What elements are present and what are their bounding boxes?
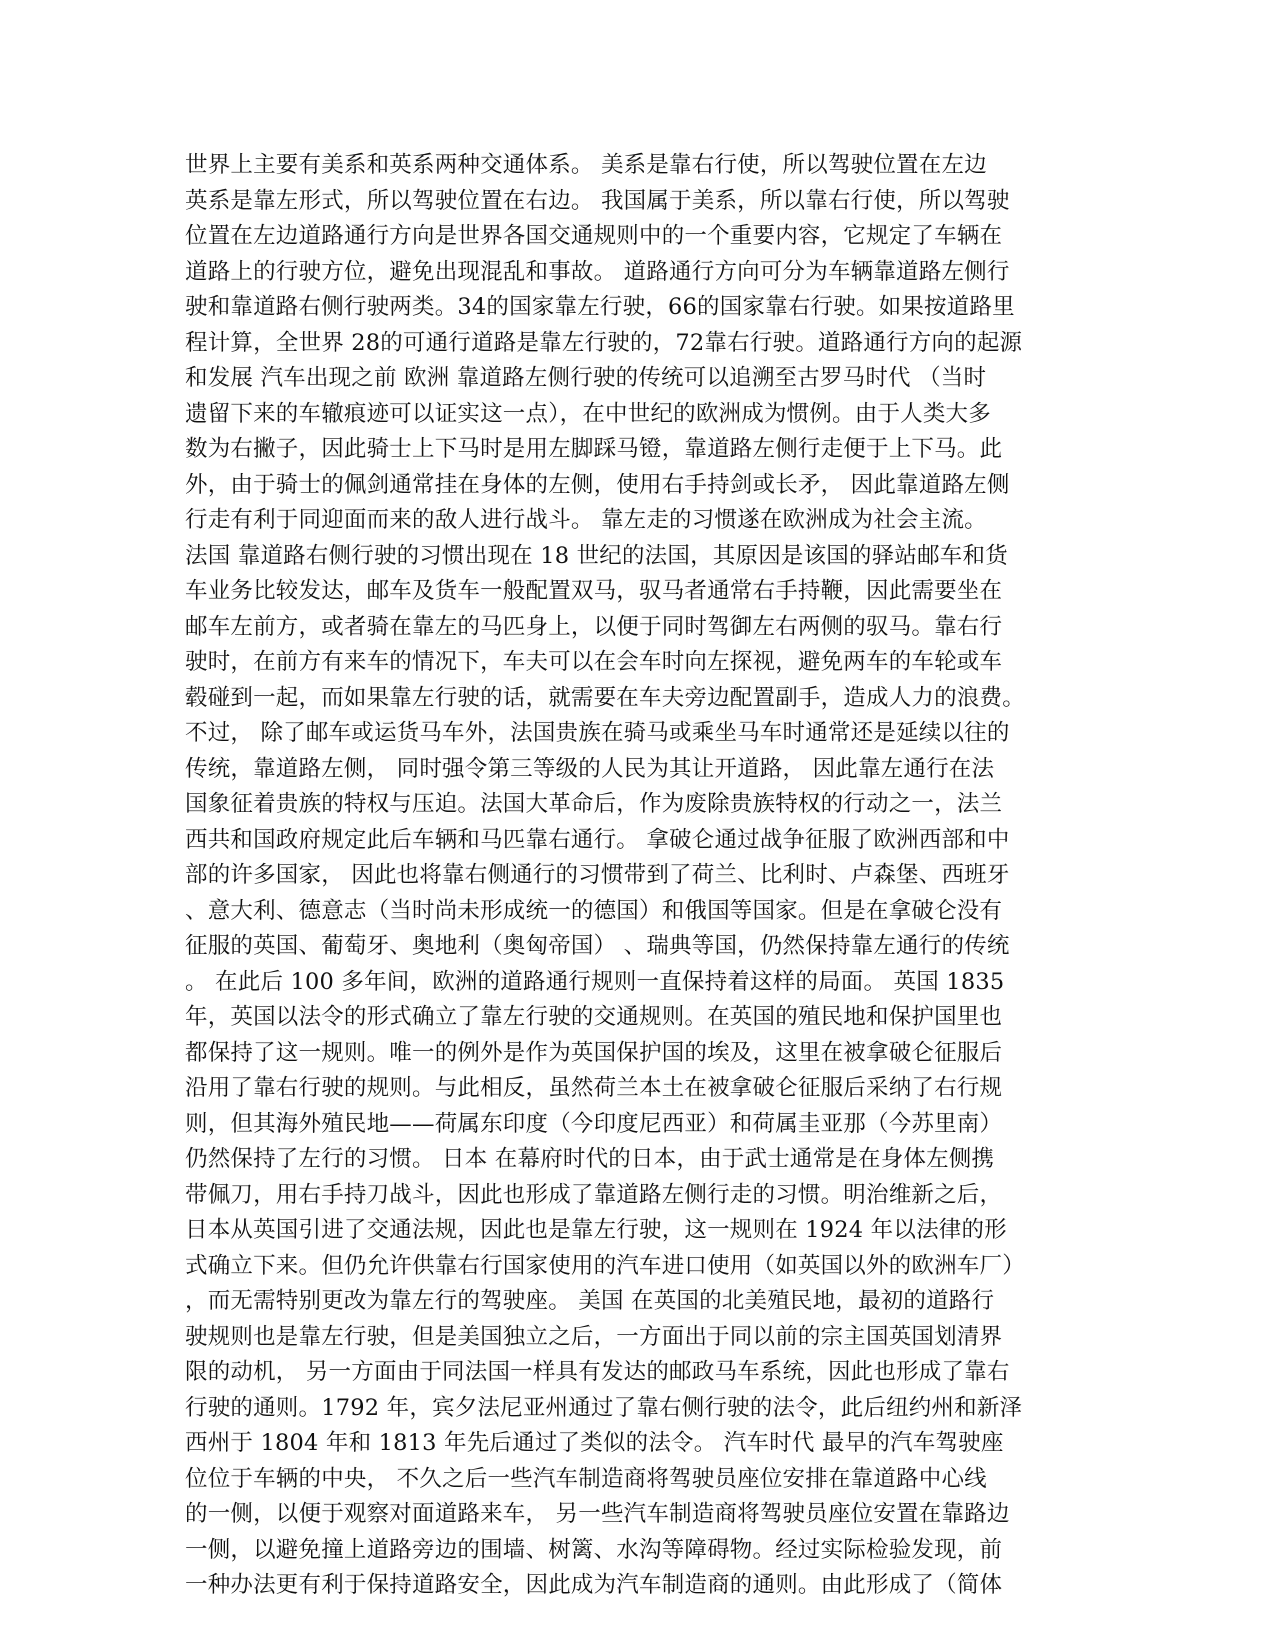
text-line: 部的许多国家， 因此也将靠右侧通行的习惯带到了荷兰、比利时、卢森堡、西班牙 — [185, 862, 1010, 888]
text-line: 法国 靠道路右侧行驶的习惯出现在 18 世纪的法国，其原因是该国的驿站邮车和货 — [185, 542, 1008, 569]
text-line: 的一侧，以便于观察对面道路来车， 另一些汽车制造商将驾驶员座位安置在靠路边 — [185, 1501, 1010, 1527]
text-line: 则，但其海外殖民地——荷属东印度（今印度尼西亚）和荷属圭亚那（今苏里南） — [185, 1110, 1003, 1137]
text-line: 不过， 除了邮车或运货马车外，法国贵族在骑马或乘坐马车时通常还是延续以往的 — [185, 720, 1010, 746]
text-line: 位置在左边道路通行方向是世界各国交通规则中的一个重要内容，它规定了车辆在 — [185, 223, 1003, 249]
text-line: 国象征着贵族的特权与压迫。法国大革命后，作为废除贵族特权的行动之一，法兰 — [185, 791, 1003, 817]
text-line: 遗留下来的车辙痕迹可以证实这一点），在中世纪的欧洲成为惯例。由于人类大多 — [185, 400, 991, 427]
text-line: 外，由于骑士的佩剑通常挂在身体的左侧，使用右手持剑或长矛， 因此靠道路左侧 — [185, 471, 1010, 498]
text-line: 、意大利、德意志（当时尚未形成统一的德国）和俄国等国家。但是在拿破仑没有 — [185, 897, 1003, 924]
text-line: 。 在此后 100 多年间，欧洲的道路通行规则一直保持着这样的局面。 英国 1835 — [185, 968, 1005, 995]
text-line: 驶和靠道路右侧行驶两类。34的国家靠左行驶，66的国家靠右行驶。如果按道路里 — [185, 294, 1015, 320]
text-line: 传统，靠道路左侧， 同时强令第三等级的人民为其让开道路， 因此靠左通行在法 — [185, 755, 995, 782]
text-line: 驶时，在前方有来车的情况下，车夫可以在会车时向左探视，避免两车的车轮或车 — [185, 649, 1003, 675]
text-line: 英系是靠左形式，所以驾驶位置在右边。 我国属于美系，所以靠右行使，所以驾驶 — [185, 187, 1010, 214]
text-line: 车业务比较发达，邮车及货车一般配置双马，驭马者通常右手持鞭，因此需要坐在 — [185, 578, 1003, 604]
text-line: ，而无需特别更改为靠左行的驾驶座。 美国 在英国的北美殖民地，最初的道路行 — [185, 1288, 995, 1314]
text-line: 行驶的通则。1792 年，宾夕法尼亚州通过了靠右侧行驶的法令，此后纽约州和新泽 — [185, 1394, 1023, 1421]
text-line: 日本从英国引进了交通法规，因此也是靠左行驶，这一规则在 1924 年以法律的形 — [185, 1217, 1007, 1243]
text-line: 数为右撇子，因此骑士上下马时是用左脚踩马镫，靠道路左侧行走便于上下马。此 — [185, 436, 1003, 462]
text-line: 西州于 1804 年和 1813 年先后通过了类似的法令。 汽车时代 最早的汽车驾驶座 — [185, 1430, 1004, 1456]
text-line: 道路上的行驶方位，避免出现混乱和事故。 道路通行方向可分为车辆靠道路左侧行 — [185, 258, 1010, 285]
text-line: 行走有利于同迎面而来的敌人进行战斗。 靠左走的习惯遂在欧洲成为社会主流。 — [185, 507, 987, 533]
text-line: 世界上主要有美系和英系两种交通体系。 美系是靠右行使，所以驾驶位置在左边 — [185, 152, 987, 178]
text-line: 驶规则也是靠左行驶，但是美国独立之后，一方面出于同以前的宗主国英国划清界 — [185, 1323, 1003, 1350]
text-line: 位位于车辆的中央， 不久之后一些汽车制造商将驾驶员座位安排在靠道路中心线 — [185, 1465, 987, 1492]
text-line: 仍然保持了左行的习惯。 日本 在幕府时代的日本，由于武士通常是在身体左侧携 — [185, 1146, 995, 1172]
text-line: 一侧，以避免撞上道路旁边的围墙、树篱、水沟等障碍物。经过实际检验发现，前 — [185, 1536, 1003, 1563]
text-line: 征服的英国、葡萄牙、奥地利（奥匈帝国） 、瑞典等国，仍然保持靠左通行的传统 — [185, 933, 1010, 959]
text-line: 沿用了靠右行驶的规则。与此相反，虽然荷兰本土在被拿破仑征服后采纳了右行规 — [185, 1075, 1003, 1101]
text-line: 限的动机， 另一方面由于同法国一样具有发达的邮政马车系统，因此也形成了靠右 — [185, 1359, 1010, 1385]
text-line: 邮车左前方，或者骑在靠左的马匹身上，以便于同时驾御左右两侧的驭马。靠右行 — [185, 613, 1003, 640]
body-text — [185, 148, 1085, 1604]
text-line: 带佩刀，用右手持刀战斗，因此也形成了靠道路左侧行走的习惯。明治维新之后， — [185, 1181, 1003, 1208]
text-line: 毂碰到一起，而如果靠左行驶的话，就需要在车夫旁边配置副手，造成人力的浪费。 — [185, 684, 1025, 711]
text-line: 程计算，全世界 28的可通行道路是靠左行驶的，72靠右行驶。道路通行方向的起源 — [185, 329, 1023, 356]
text-line: 年，英国以法令的形式确立了靠左行驶的交通规则。在英国的殖民地和保护国里也 — [185, 1004, 1003, 1030]
text-line: 和发展 汽车出现之前 欧洲 靠道路左侧行驶的传统可以追溯至古罗马时代 （当时 — [185, 365, 987, 391]
text-line: 式确立下来。但仍允许供靠右行国家使用的汽车进口使用（如英国以外的欧洲车厂） — [185, 1252, 1025, 1279]
text-line: 西共和国政府规定此后车辆和马匹靠右通行。 拿破仑通过战争征服了欧洲西部和中 — [185, 826, 1010, 853]
text-line: 一种办法更有利于保持道路安全，因此成为汽车制造商的通则。由此形成了（简体 — [185, 1572, 1003, 1598]
text-line: 都保持了这一规则。唯一的例外是作为英国保护国的埃及，这里在被拿破仑征服后 — [185, 1039, 1003, 1066]
